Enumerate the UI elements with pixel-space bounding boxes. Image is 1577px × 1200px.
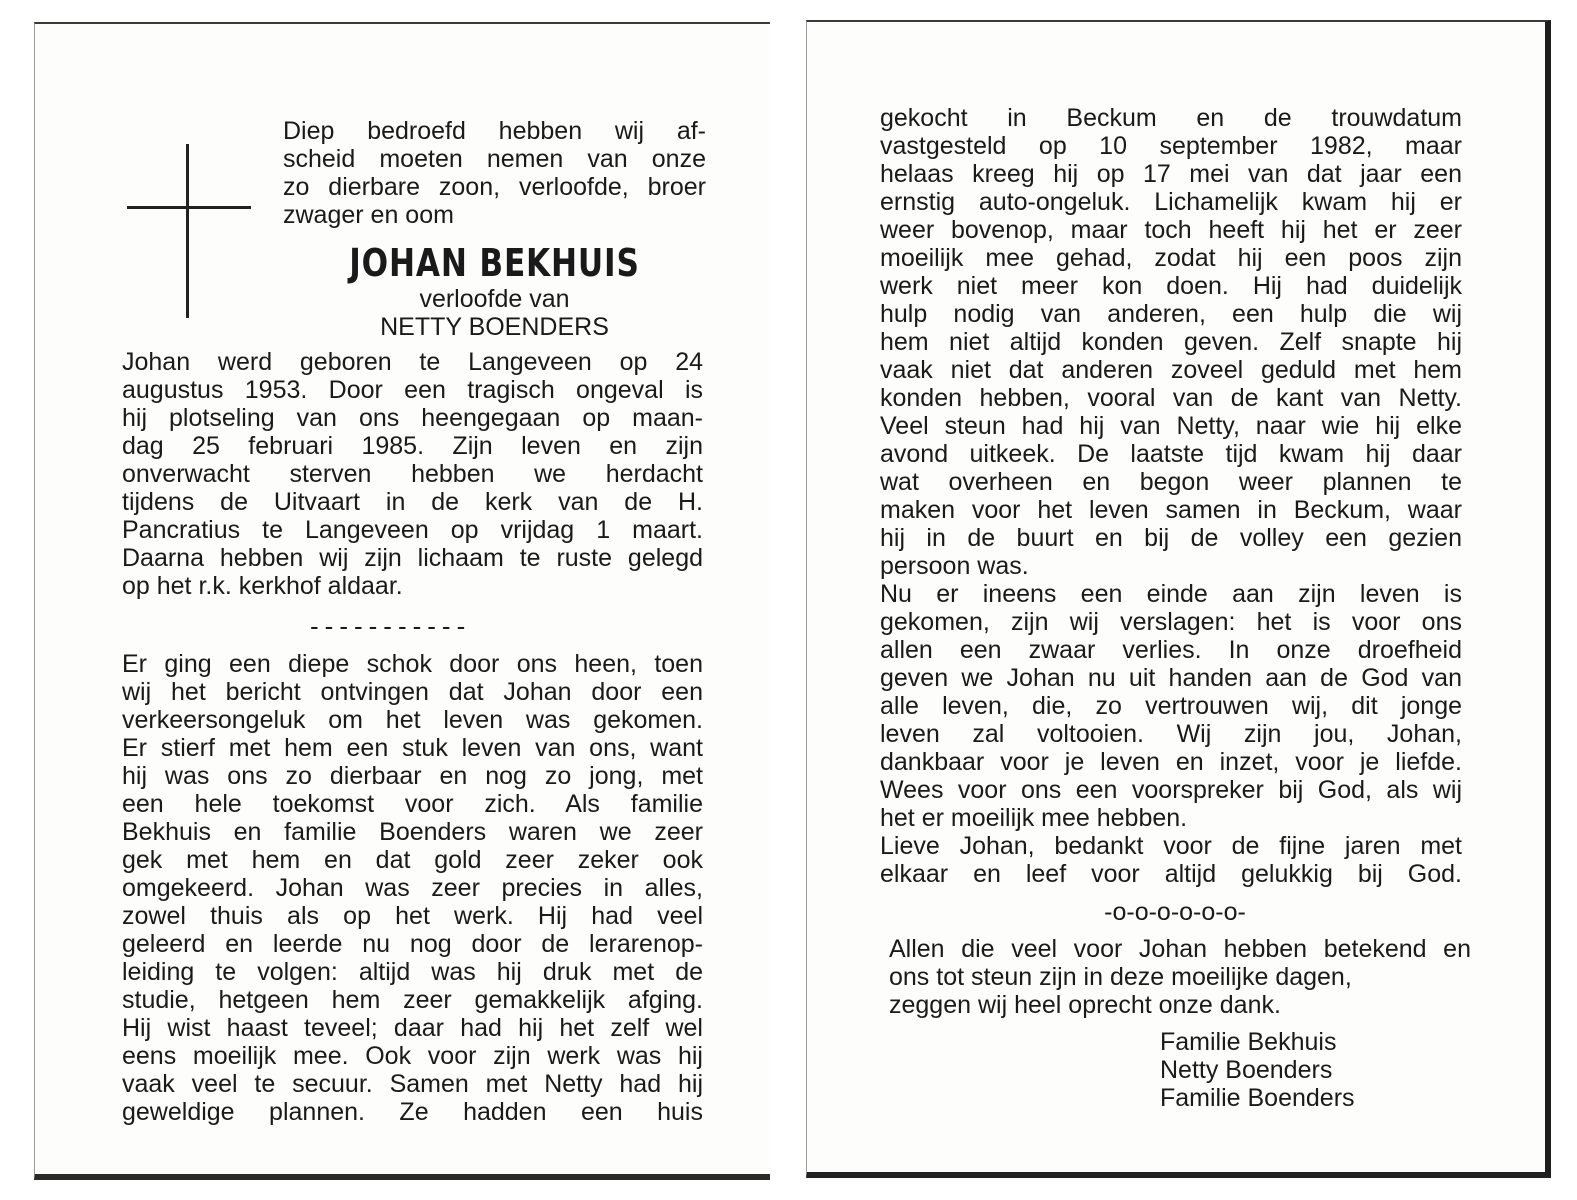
separator-dashes [310,612,530,640]
text-line: Hij wist haast teveel; daar had hij het zelf wel [122,1014,703,1042]
text-line: geven we Johan nu uit handen aan de God van [880,664,1462,692]
text-line: weer bovenop, maar toch heeft hij het er zeer [880,216,1462,244]
text-line: konden hebben, vooral van de kant van Netty. [880,384,1462,412]
separator-circles [1060,898,1290,926]
text-line: Er stierf met hem een stuk leven van ons, want [122,734,703,762]
text-line: zwager en oom [283,201,454,229]
signature-line: Netty Boenders [1160,1056,1333,1084]
text-line: gekomen, zijn wij verslagen: het is voor ons [880,608,1462,636]
text-line: Allen die veel voor Johan hebben betekend en [889,935,1471,963]
text-line: gek met hem en dat gold zeer zeker ook [122,846,703,874]
text-line: zowel thuis als op het werk. Hij had veel [122,902,703,930]
separator: -o-o-o-o-o-o- [1104,898,1246,926]
text-line: op het r.k. kerkhof aldaar. [122,572,403,600]
text-line: avond uitkeek. De laatste tijd kwam hij daar [880,440,1462,468]
text-line: Johan werd geboren te Langeveen op 24 [122,348,703,376]
signature-line: Familie Bekhuis [1160,1028,1337,1056]
text-line: dankbaar voor je leven en inzet, voor je liefde. [880,748,1462,776]
text-line: Daarna hebben wij zijn lichaam te ruste gelegd [122,544,703,572]
body-paragraph-right [880,104,1462,888]
text-line: verkeersongeluk om het leven was gekomen. [122,706,703,734]
text-line: leiding te volgen: altijd was hij druk met de [122,958,703,986]
fiance-label: verloofde van [419,285,570,313]
fiance-block [283,285,706,341]
text-line: helaas kreeg hij op 17 mei van dat jaar een [880,160,1462,188]
text-line: moeilijk mee gehad, zodat hij een poos zijn [880,244,1462,272]
text-line: hem niet altijd konden geven. Zelf snapte hij [880,328,1462,356]
text-line: eens moeilijk mee. Ook voor zijn werk was hij [122,1042,703,1070]
text-line: scheid moeten nemen van onze [283,145,706,173]
text-line: tijdens de Uitvaart in de kerk van de H. [122,488,703,516]
deceased-name [283,240,706,286]
text-line: wij het bericht ontvingen dat Johan door een [122,678,703,706]
text-line: werk niet meer kon doen. Hij had duidelijk [880,272,1462,300]
signature-line: Familie Boenders [1160,1084,1355,1112]
body-paragraph-left [122,650,703,1126]
text-line: hulp nodig van anderen, een hulp die wij [880,300,1462,328]
text-line: hij was ons zo dierbaar en nog zo jong, met [122,762,703,790]
text-line: een hele toekomst voor zich. Als familie [122,790,703,818]
text-line: zo dierbare zoon, verloofde, broer [283,173,706,201]
text-line: studie, hetgeen hem zeer gemakkelijk afging. [122,986,703,1014]
text-line: zeggen wij heel oprecht onze dank. [889,991,1281,1019]
intro-text [283,117,706,229]
text-line: vaak niet dat anderen zoveel geduld met hem [880,356,1462,384]
text-line: elkaar en leef voor altijd gelukkig bij God. [880,860,1462,888]
bio-paragraph [122,348,703,600]
text-line: maken voor het leven samen in Beckum, waar [880,496,1462,524]
text-line: Lieve Johan, bedankt voor de fijne jaren met [880,832,1462,860]
text-line: Diep bedroefd hebben wij af- [283,117,706,145]
fiance-name: NETTY BOENDERS [380,313,609,341]
thanks-paragraph [889,935,1471,1019]
text-line: geweldige plannen. Ze hadden een huis [122,1098,703,1126]
text-line: hij in de buurt en bij de volley een gezien [880,524,1462,552]
text-line: Wees voor ons een voorspreker bij God, als wij [880,776,1462,804]
text-line: Nu er ineens een einde aan zijn leven is [880,580,1462,608]
text-line: wat overheen en begon weer plannen te [880,468,1462,496]
text-line: Veel steun had hij van Netty, naar wie hij elke [880,412,1462,440]
text-line: omgekeerd. Johan was zeer precies in alles, [122,874,703,902]
page-title: JOHAN BEKHUIS [349,241,640,285]
text-line: Er ging een diepe schok door ons heen, toen [122,650,703,678]
text-line: dag 25 februari 1985. Zijn leven en zijn [122,432,703,460]
signatures [1160,1028,1460,1112]
text-line: onverwacht sterven hebben we herdacht [122,460,703,488]
text-line: hij plotseling van ons heengegaan op maan- [122,404,703,432]
text-line: persoon was. [880,552,1029,580]
text-line: leven zal voltooien. Wij zijn jou, Johan, [880,720,1462,748]
text-line: gekocht in Beckum en de trouwdatum [880,104,1462,132]
text-line: allen een zwaar verlies. In onze droefheid [880,636,1462,664]
text-line: Bekhuis en familie Boenders waren we zeer [122,818,703,846]
separator: ----------- [310,612,472,640]
text-line: geleerd en leerde nu nog door de lerarenop- [122,930,703,958]
text-line: alle leven, die, zo vertrouwen wij, dit jonge [880,692,1462,720]
text-line: augustus 1953. Door een tragisch ongeval is [122,376,703,404]
text-line: ernstig auto-ongeluk. Lichamelijk kwam hij er [880,188,1462,216]
text-line: het er moeilijk mee hebben. [880,804,1188,832]
text-line: ons tot steun zijn in deze moeilijke dagen, [889,963,1352,991]
text-line: vastgesteld op 10 september 1982, maar [880,132,1462,160]
text-line: vaak veel te secuur. Samen met Netty had hij [122,1070,703,1098]
text-line: Pancratius te Langeveen op vrijdag 1 maart. [122,516,703,544]
